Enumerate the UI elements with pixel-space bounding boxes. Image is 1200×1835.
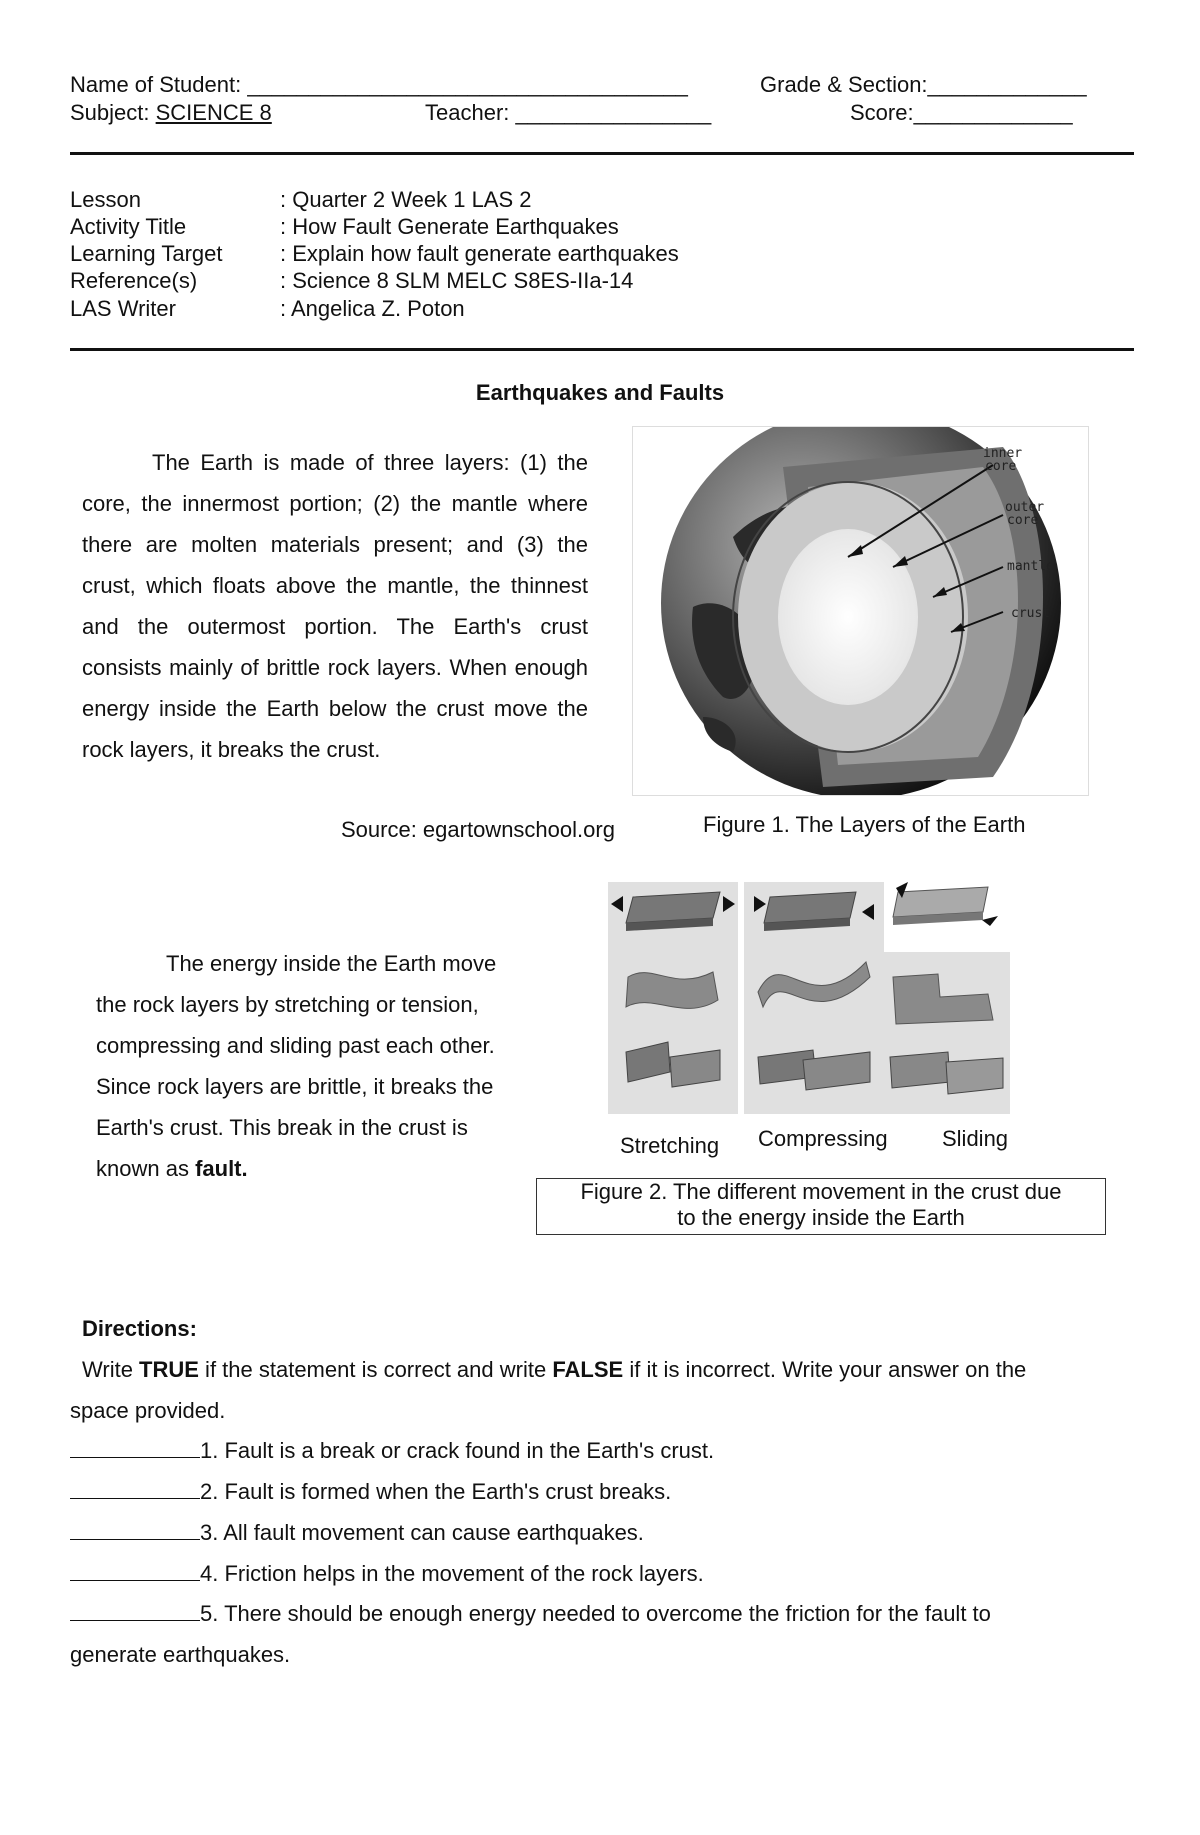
- question-4: 4. Friction helps in the movement of the rock layers.: [70, 1560, 704, 1588]
- question-1: 1. Fault is a break or crack found in the Earth's crust.: [70, 1437, 714, 1465]
- answer-blank-2[interactable]: [70, 1478, 200, 1499]
- figure2-caption-box: [536, 1178, 1106, 1235]
- lesson-label: Lesson: [70, 187, 141, 212]
- directions-text-line2: space provided.: [70, 1398, 226, 1423]
- answer-blank-5[interactable]: [70, 1600, 200, 1621]
- paragraph-earth-layers: The Earth is made of three layers: (1) the core, the innermost portion; (2) the mantle where there are molten materials present; and (3) the crust, which floats above the mantle, the thinnest and the outermost portion. The Earth's crust consists mainly of brittle rock layers. When enough energy inside the Earth below the crust move the rock layers, it breaks the crust.: [82, 450, 588, 762]
- activity-title-label: Activity Title: [70, 214, 187, 239]
- answer-blank-1[interactable]: [70, 1437, 200, 1458]
- question-5: 5. There should be enough energy needed to overcome the friction for the fault to: [70, 1600, 991, 1628]
- student-name-blank[interactable]: ____________________________________: [247, 72, 688, 97]
- teacher-blank[interactable]: ________________: [515, 100, 712, 125]
- question-2: 2. Fault is formed when the Earth's crust breaks.: [70, 1478, 671, 1506]
- question-5-continued: generate earthquakes.: [70, 1642, 291, 1667]
- learning-target-value: : Explain how fault generate earthquakes: [280, 241, 679, 266]
- learning-target-label: Learning Target: [70, 241, 223, 266]
- score-line: Score:_____________: [850, 100, 1073, 125]
- paragraph-fault-definition: The energy inside the Earth move the rock layers by stretching or tension, compressing and sliding past each other. Since rock layers are brittle, it breaks the Earth's crust. This break in the crust is known as fault.: [96, 951, 497, 1181]
- crust-movement-illustration: [608, 882, 1018, 1117]
- svg-text:core: core: [1007, 513, 1039, 528]
- directions-title: Directions:: [82, 1316, 197, 1341]
- question-3: 3. All fault movement can cause earthquakes.: [70, 1519, 644, 1547]
- answer-blank-3[interactable]: [70, 1519, 200, 1540]
- figure1-source: Source: egartownschool.org: [341, 817, 615, 842]
- figure2-caption-line2: to the energy inside the Earth: [677, 1205, 965, 1230]
- label-crust: crust: [1011, 606, 1051, 621]
- figure2-caption-line1: Figure 2. The different movement in the crust due: [580, 1179, 1062, 1204]
- las-writer-value: : Angelica Z. Poton: [280, 296, 465, 321]
- figure-crust-movements: [608, 882, 1018, 1117]
- activity-title-value: : How Fault Generate Earthquakes: [280, 214, 619, 239]
- grade-section-blank[interactable]: _____________: [927, 72, 1087, 97]
- lesson-value: : Quarter 2 Week 1 LAS 2: [280, 187, 532, 212]
- directions-text: Write TRUE if the statement is correct and write FALSE if it is incorrect. Write your answer on the: [82, 1357, 1027, 1382]
- teacher-line: Teacher: ________________: [425, 100, 712, 125]
- figure-earth-layers: [632, 426, 1089, 796]
- grade-section-line: Grade & Section:_____________: [760, 72, 1087, 97]
- score-blank[interactable]: _____________: [913, 100, 1073, 125]
- divider-bottom: [70, 348, 1134, 351]
- reference-label: Reference(s): [70, 268, 198, 293]
- section-title: Earthquakes and Faults: [475, 380, 725, 405]
- label-compressing: Compressing: [758, 1126, 888, 1151]
- earth-layers-illustration: [633, 427, 1088, 795]
- answer-blank-4[interactable]: [70, 1560, 200, 1581]
- label-inner-core: inner: [983, 446, 1023, 461]
- label-stretching: Stretching: [620, 1133, 720, 1158]
- label-sliding: Sliding: [942, 1126, 1009, 1151]
- fault-term: fault.: [195, 1156, 248, 1181]
- label-outer-core: outer: [1005, 500, 1045, 515]
- figure1-caption: Figure 1. The Layers of the Earth: [703, 812, 1026, 837]
- divider-top: [70, 152, 1134, 155]
- student-name-line: Name of Student: ____________________________________: [70, 72, 688, 97]
- subject-line: Subject: SCIENCE 8: [70, 100, 272, 125]
- subject-value: SCIENCE 8: [155, 100, 272, 125]
- las-writer-label: LAS Writer: [70, 296, 176, 321]
- svg-text:core: core: [985, 459, 1017, 474]
- reference-value: : Science 8 SLM MELC S8ES-IIa-14: [280, 268, 634, 293]
- label-mantle: mantle: [1007, 559, 1054, 574]
